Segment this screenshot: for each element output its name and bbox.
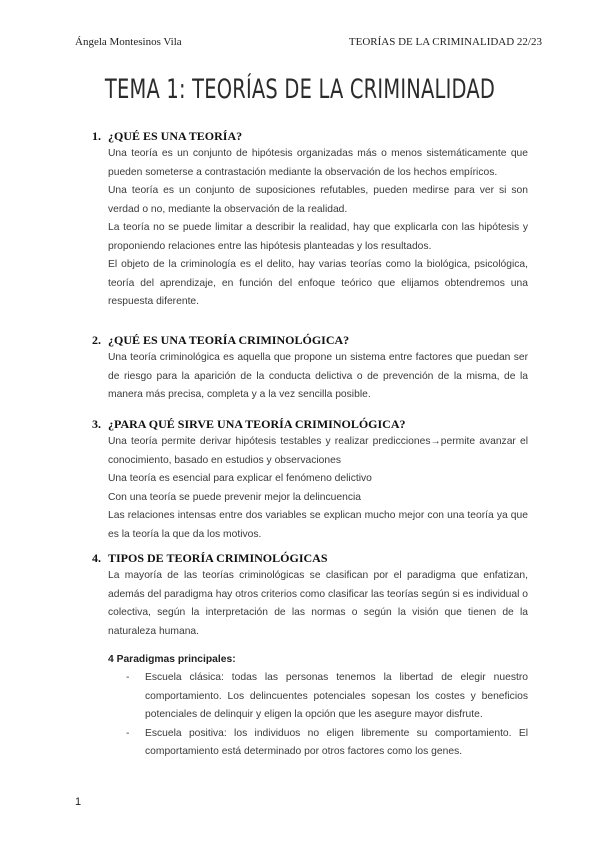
paragraph: Una teoría criminológica es aquella que propone un sistema entre factores que puedan ser de riesgo para la aparición de la conducta delictiva o de prevención de la misma, de la manera más precisa, completa y a la vez sencilla posible.	[108, 352, 528, 400]
paragraph: La mayoría de las teorías criminológicas se clasifican por el paradigma que enfatizan, además del paradigma hay otros criterios como clasificar las teorías según si es individual o colectiva, según la interpretación de las normas o según la visión que tienen de la naturaleza humana.	[108, 570, 528, 637]
section-title: ¿QUÉ ES UNA TEORÍA CRIMINOLÓGICA?	[108, 333, 350, 347]
document-title: TEMA 1: TEORÍAS DE LA CRIMINALIDAD	[104, 74, 496, 105]
section-3	[92, 416, 528, 544]
subheading: 4 Paradigmas principales:	[108, 654, 236, 665]
paradigm-list	[108, 669, 528, 762]
section-heading	[92, 550, 528, 567]
paragraph: Una teoría es esencial para explicar el fenómeno delictivo	[108, 473, 372, 484]
section-title: ¿QUÉ ES UNA TEORÍA?	[108, 129, 243, 143]
paragraph: Una teoría es un conjunto de suposiciones refutables, pueden medirse para ver si son verdad o no, mediante la observación de la realidad.	[108, 185, 528, 215]
section-heading	[92, 332, 528, 349]
paragraph: Con una teoría se puede prevenir mejor la delincuencia	[108, 491, 362, 503]
page-number: 1	[75, 796, 82, 808]
section-4	[92, 550, 528, 762]
section-title: ¿PARA QUÉ SIRVE UNA TEORÍA CRIMINOLÓGICA?	[108, 417, 406, 431]
paragraph: Una teoría es un conjunto de hipótesis organizadas más o menos sistemáticamente que pueden someterse a contrastación mediante la observación de los hechos empíricos.	[108, 148, 528, 178]
paragraph: Una teoría permite derivar hipótesis testables y realizar predicciones→permite avanzar el conocimiento, basado en estudios y observaciones	[108, 436, 528, 466]
section-2	[92, 332, 528, 405]
section-number: 1.	[92, 129, 101, 143]
section-title: TIPOS DE TEORÍA CRIMINOLÓGICAS	[108, 551, 328, 565]
section-number: 2.	[92, 333, 101, 347]
paragraph: El objeto de la criminología es el delito, hay varias teorías como la biológica, psicológica, teoría del aprendizaje, en función del enfoque teórico que elijamos obtendremos una respuesta diferente.	[108, 259, 528, 307]
list-item: - Escuela clásica: todas las personas tenemos la libertad de elegir nuestro comportamiento. Los delincuentes potenciales sopesan los costes y beneficios potenciales de delinquir y eligen la opción que les asegure mayor disfrute.	[145, 669, 528, 725]
paragraph: La teoría no se puede limitar a describir la realidad, hay que explicarla con las hipótesis y proponiendo relaciones entre las hipótesis planteadas y los resultados.	[108, 222, 528, 252]
paragraph: Las relaciones intensas entre dos variables se explican mucho mejor con una teoría ya que es la teoría la que da los motivos.	[108, 510, 528, 540]
list-item: - Escuela positiva: los individuos no eligen libremente su comportamiento. El comportamiento está determinado por otros factores como los genes.	[145, 725, 528, 762]
page-header	[75, 36, 542, 48]
section-number: 4.	[92, 551, 101, 565]
header-author: Ángela Montesinos Vila	[75, 36, 182, 48]
header-course: TEORÍAS DE LA CRIMINALIDAD 22/23	[348, 36, 542, 48]
section-heading	[92, 416, 528, 433]
section-1	[92, 128, 528, 312]
section-heading	[92, 128, 528, 145]
section-number: 3.	[92, 417, 101, 431]
